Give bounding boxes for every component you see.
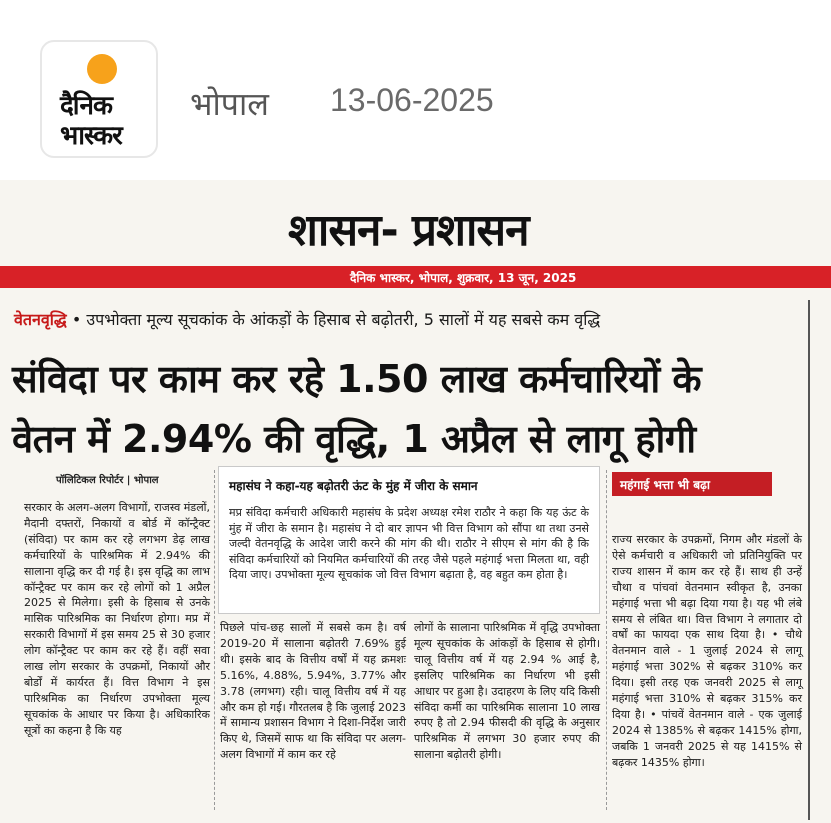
edition-date: 13-06-2025 [330,82,494,118]
tagline-text: • उपभोक्ता मूल्य सूचकांक के आंकड़ों के हिसाब से बढ़ोतरी, 5 सालों में यह सबसे कम वृद्धि [71,310,601,329]
sidebar-quote-box [218,466,600,614]
app-header [0,0,831,180]
section-title: शासन- प्रशासन [288,205,529,256]
logo-text-line1: दैनिक [60,91,112,121]
edition-city: भोपाल [190,85,269,123]
dainik-bhaskar-logo[interactable] [40,40,158,158]
story-column-middle-1: पिछले पांच-छह सालों में सबसे कम है। वर्ष 2019-20 में सालाना बढ़ोतरी 7.69% हुई थी। इसके बाद के वित्तीय वर्षों में यह क्रमशः 5.16%, 4.88%, 5.94%, 3.77% और 3.78 (लगभग) रही। चालू वित्तीय वर्ष में यह और कम हो गई। गौरतलब है कि जुलाई 2023 में सामान्य प्रशासन विभाग ने दिशा-निर्देश जारी किए थे, जिसमें साफ था कि संविदा पर अलग-अलग विभागों में काम कर रहे [220,621,406,762]
headline-line2: वेतन में 2.94% की वृद्धि, 1 अप्रैल से लागू होगी [12,417,696,461]
story-tagline [14,308,600,330]
da-section-tag: महंगाई भत्ता भी बढ़ा [612,472,772,496]
column-divider [214,470,215,810]
quote-box-body: मप्र संविदा कर्मचारी अधिकारी महासंघ के प्रदेश अध्यक्ष रमेश राठौर ने कहा कि यह ऊंट के मुंह में जीरा के समान है। महासंघ ने दो बार ज्ञापन भी वित्त विभाग को सौंपा था तथा उनसे जल्दी वेतनवृद्धि के आदेश जारी करने की मांग की थी। राठौर ने सीएम से मांग की है कि संविदा कर्मचारियों को नियमित कर्मचारियों की तरह जैसे पहले महंगाई भत्ता मिलता था, वही दिया जाए। उपभोक्ता मूल्य सूचकांक जो वित्त विभाग बढ़ाता है, वह बहुत कम होता है। [229,506,589,582]
logo-text-line2: भास्कर [60,121,122,151]
quote-box-heading: महासंघ ने कहा-यह बढ़ोतरी ऊंट के मुंह में जीरा के समान [229,479,478,493]
byline: पॉलिटिकल रिपोर्टर | भोपाल [56,475,159,486]
column-divider [606,470,607,810]
column-divider [808,300,810,820]
newspaper-page [0,180,831,823]
headline-line1: संविदा पर काम कर रहे 1.50 लाख कर्मचारियों के [12,357,702,401]
sun-icon [87,54,117,84]
story-column-right: राज्य सरकार के उपक्रमों, निगम और मंडलों के ऐसे कर्मचारी व अधिकारी जो प्रतिनियुक्ति पर राज्य शासन में काम कर रहे हैं। साथ ही उन्हें चौथा व पांचवां वेतनमान स्वीकृत है, उनका महंगाई भत्ता भी बढ़ा दिया गया है। यह भी लंबे समय से लंबित था। वित्त विभाग ने लगातार दो वर्षों का फायदा एक साथ दिया है। • चौथे वेतनमान वाले - 1 जुलाई 2024 से लागू महंगाई भत्ता 302% से बढ़कर 310% कर दिया। इसी तरह एक जनवरी 2025 से लागू महंगाई भत्ता 310% से बढ़कर 315% कर दिया है। • पांचवें वेतनमान वाले - एक जुलाई 2024 से 1385% से बढ़कर 1415% होगा, जबकि 1 जनवरी 2025 से यह 1415% से बढ़कर 1435% होगा। [612,533,802,769]
masthead-line: दैनिक भास्कर, भोपाल, शुक्रवार, 13 जून, 2025 [350,271,577,285]
story-column-middle-2: लोगों के सालाना पारिश्रमिक में वृद्धि उपभोक्ता मूल्य सूचकांक के आंकड़ों के हिसाब से होगी। चालू वित्तीय वर्ष में यह 2.94 % आई है, इसलिए पारिश्रमिक का निर्धारण भी इसी आधार पर हुआ है। उदाहरण के लिए यदि किसी संविदा कर्मी का पारिश्रमिक सालाना 10 लाख रुपए है तो 2.94 फीसदी की वृद्धि के अनुसार पारिश्रमिक में लगभग 30 हजार रुपए की सालाना बढ़ोतरी होगी। [414,621,600,762]
story-column-left: सरकार के अलग-अलग विभागों, राजस्व मंडलों, मैदानी दफ्तरों, निकायों व बोर्ड में कॉन्ट्रैक्ट (संविदा) पर काम कर रहे लगभग डेढ़ लाख कर्मचारियों के पारिश्रमिक में 2.94% की सालाना वृद्धि कर दी गई है। इस वृद्धि का लाभ कॉन्ट्रैक्ट पर काम कर रहे लोगों को 1 अप्रैल 2025 से मिलेगा। इसी के हिसाब से उनके मासिक पारिश्रमिक का निर्धारण होगा। मप्र में सरकारी विभागों में इस समय 25 से 30 हजार लोग कॉन्ट्रैक्ट पर काम कर रहे हैं। वहीं सवा लाख लोग सरकार के उपक्रमों, निकायों और बोर्डों में कार्यरत हैं। वित्त विभाग ने इस पारिश्रमिक का निर्धारण उपभोक्ता मूल्य सूचकांक के आधार पर किया है। अधिकारिक सूत्रों का कहना है कि यह [24,501,210,737]
kicker-label: वेतनवृद्धि [14,310,67,329]
